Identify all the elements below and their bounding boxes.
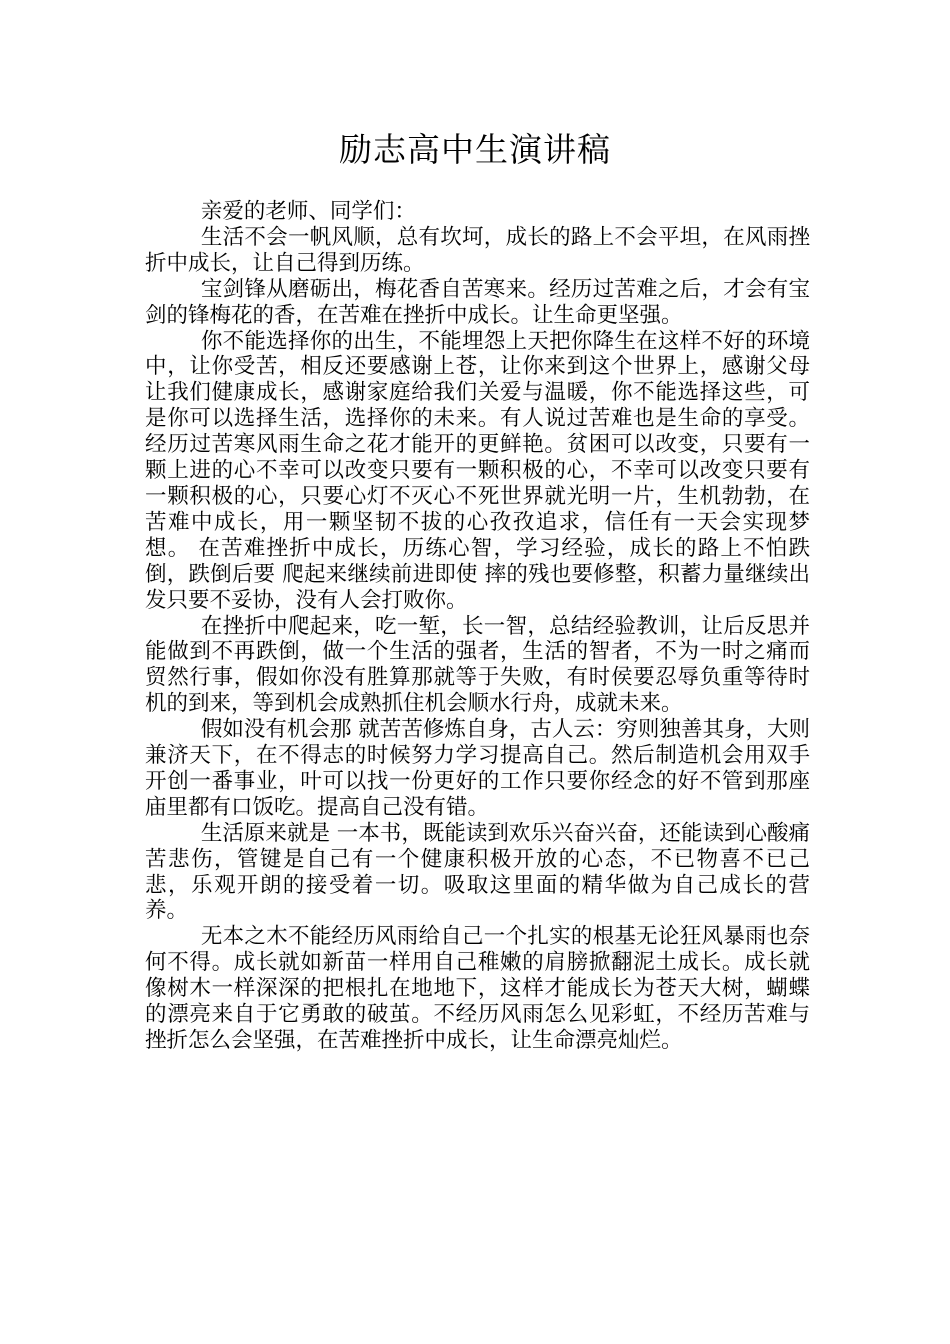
- paragraph-greeting: 亲爱的老师、同学们：: [200, 199, 416, 224]
- paragraph: 无本之木不能经历风雨给自己一个扎实的根基无论狂风暴雨也奈何不得。成长就如新苗一样用自己稚嫩的肩膀掀翻泥土成长。成长就像树木一样深深的把根扎在地地下，这样才能成长为苍天大树，蝴蝶的漂亮来自于它勇敢的破茧。不经历风雨怎么见彩虹，不经历苦难与挫折怎么会坚强，在苦难挫折中成长，让生命漂亮灿烂。: [145, 924, 810, 1053]
- paragraph: 生活原来就是 一本书，既能读到欢乐兴奋兴奋，还能读到心酸痛苦悲伤，管键是自己有一个健康积极开放的心态，不已物喜不已己悲，乐观开朗的接受着一切。吸取这里面的精华做为自己成长的营养。: [145, 820, 810, 924]
- paragraph: 生活不会一帆风顺，总有坎坷，成长的路上不会平坦，在风雨挫折中成长，让自己得到历练。: [145, 224, 810, 276]
- document-body: [145, 199, 810, 1054]
- document-title: 励志高中生演讲稿: [339, 130, 611, 169]
- paragraph: 你不能选择你的出生，不能埋怨上天把你降生在这样不好的环境中，让你受苦，相反还要感谢上苍，让你来到这个世界上，感谢父母让我们健康成长，感谢家庭给我们关爱与温暖，你不能选择这些，可是你可以选择生活，选择你的未来。有人说过苦难也是生命的享受。经历过苦寒风雨生命之花才能开的更鲜艳。贫困可以改变，只要有一颗上进的心不幸可以改变只要有一颗积极的心，不幸可以改变只要有一颗积极的心，只要心灯不灭心不死世界就光明一片，生机勃勃，在苦难中成长，用一颗坚韧不拔的心孜孜追求，信任有一天会实现梦想。 在苦难挫折中成长，历练心智，学习经验，成长的路上不怕跌倒，跌倒后要 爬起来继续前进即使 摔的残也要修整，积蓄力量继续出发只要不妥协，没有人会打败你。: [145, 328, 810, 613]
- paragraph: 宝剑锋从磨砺出，梅花香自苦寒来。经历过苦难之后，才会有宝剑的锋梅花的香，在苦难在挫折中成长。让生命更坚强。: [145, 276, 810, 328]
- paragraph: 假如没有机会那 就苦苦修炼自身，古人云：穷则独善其身，大则兼济天下，在不得志的时候努力学习提高自己。然后制造机会用双手开创一番事业，叶可以找一份更好的工作只要你经念的好不管到那座庙里都有口饭吃。提高自己没有错。: [145, 717, 810, 820]
- paragraph: 在挫折中爬起来，吃一堑，长一智，总结经验教训，让后反思并能做到不再跌倒，做一个生活的强者，生活的智者，不为一时之痛而贸然行事，假如你没有胜算那就等于失败，有时侯要忍辱负重等待时机的到来，等到机会成熟抓住机会顺水行舟，成就未来。: [145, 613, 810, 717]
